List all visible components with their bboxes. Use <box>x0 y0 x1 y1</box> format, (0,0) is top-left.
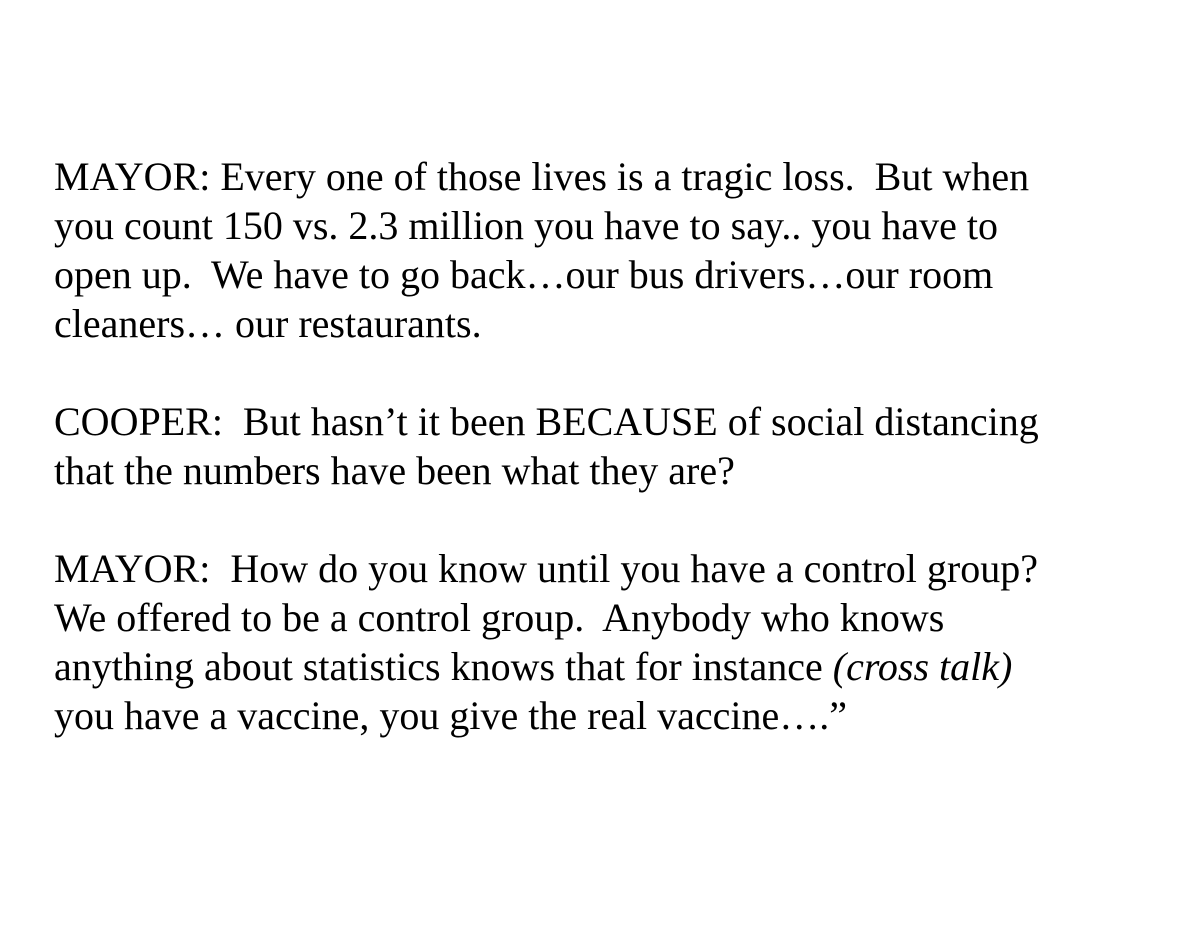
text-line: that the numbers have been what they are? <box>54 448 735 493</box>
paragraph-spacer <box>54 348 1164 397</box>
text-line: open up. We have to go back…our bus drivers…our room <box>54 252 994 297</box>
mayor-paragraph-2 <box>54 544 1164 740</box>
text-line: cleaners… our restaurants. <box>54 301 482 346</box>
transcript-text <box>54 152 1164 740</box>
mayor-paragraph-1 <box>54 152 1164 348</box>
paragraph-spacer <box>54 495 1164 544</box>
text-line: We offered to be a control group. Anybody who knows <box>54 595 945 640</box>
cooper-paragraph <box>54 397 1164 495</box>
cross-talk-annotation: (cross talk) <box>832 644 1013 689</box>
text-line: you have a vaccine, you give the real vaccine….” <box>54 693 847 738</box>
text-line: COOPER: But hasn’t it been BECAUSE of social distancing <box>54 399 1039 444</box>
text-segment: anything about statistics knows that for instance <box>54 644 833 689</box>
text-line: you count 150 vs. 2.3 million you have to say.. you have to <box>54 203 998 248</box>
text-line: MAYOR: How do you know until you have a control group? <box>54 546 1038 591</box>
text-line: MAYOR: Every one of those lives is a tragic loss. But when <box>54 154 1030 199</box>
text-line-with-annotation <box>54 642 1164 691</box>
